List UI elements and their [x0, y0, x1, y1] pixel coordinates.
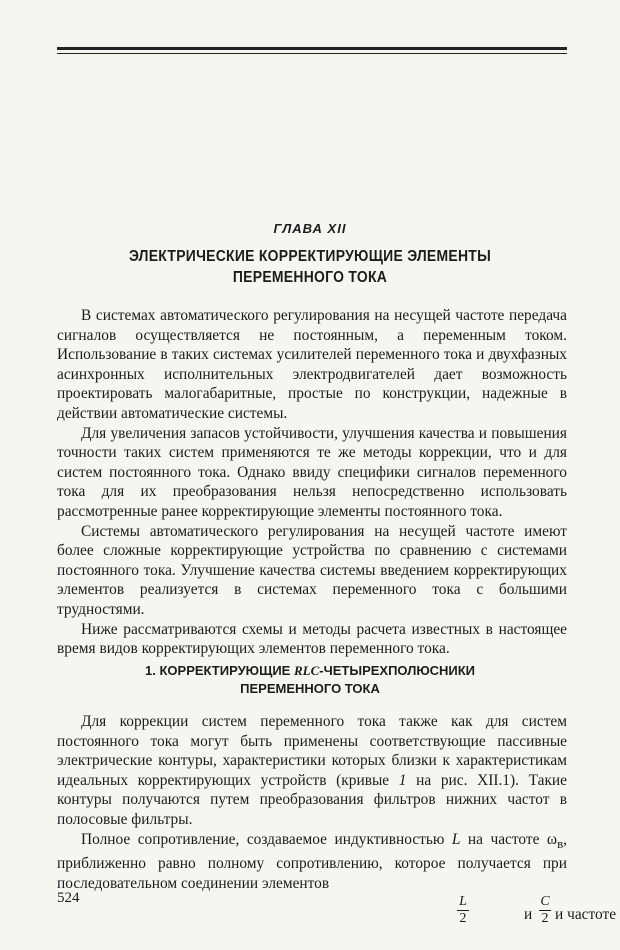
page-number: 524 — [57, 890, 80, 906]
fraction-c-over-2 — [539, 895, 551, 926]
chapter-title — [31, 246, 589, 288]
chapter-label: ГЛАВА XII — [273, 221, 347, 236]
curve-number: 1 — [398, 771, 407, 789]
fraction-l-over-2 — [457, 895, 469, 926]
section-heading-line-2: ПЕРЕМЕННОГО ТОКА — [240, 681, 380, 696]
line-tail: и частоте — [555, 906, 617, 924]
section-heading — [0, 662, 620, 698]
paragraph-1: В системах автоматического регулирования на несущей частоте передача сигналов осуществляется не постоянным, а переменным током. Использование в таких системах усилителей переменного тока и двухфазных асинхронных исполнительных электродвигателей дает возможность проектировать малогабаритные, простые по конструкции, надежные в действии автоматические системы. — [57, 307, 567, 422]
formula-line — [57, 894, 617, 927]
fraction-2-numerator: C — [540, 894, 550, 910]
section-paragraph-2-text: Полное сопротивление, создаваемое индуктивностью — [81, 830, 452, 848]
paragraph-3: Системы автоматического регулирования на несущей частоте имеют более сложные корректирующие устройства по сравнению с системами постоянного тока. Улучшение качества системы введением корректирующих элементов реализуется в системах переменного тока с большими трудностями. — [57, 522, 567, 618]
conjunction: и — [524, 906, 533, 924]
intro-text — [57, 306, 567, 659]
fraction-2-denominator: 2 — [541, 911, 549, 927]
section-paragraph-2-end: , приближенно равно полному сопротивлению, которое получается при последовательном соединении элементов — [57, 830, 567, 892]
section-text — [57, 712, 617, 927]
section-paragraph-1-text-end: на рис. XII.1). Такие контуры получаются путем преобразования фильтров нижних частот в полосовые фильтры. — [57, 771, 567, 828]
section-title-rlc: RLC — [293, 663, 320, 678]
section-title-post: -ЧЕТЫРЕХПОЛЮСНИКИ — [319, 663, 475, 678]
section-title-pre: КОРРЕКТИРУЮЩИЕ — [159, 663, 291, 678]
section-number: 1. — [145, 663, 156, 678]
section-paragraph-2-mid: на частоте ω — [460, 830, 558, 848]
top-double-rule-thick — [57, 47, 567, 50]
paragraph-2: Для увеличения запасов устойчивости, улучшения качества и повышения точности таких систем применяются те же методы коррекции, что и для систем постоянного тока. Однако ввиду специфики сигналов переменного тока для их преобразования нельзя непосредственно использовать рассмотренные ранее корректирующие элементы постоянного тока. — [57, 424, 567, 520]
section-paragraph-2 — [57, 830, 567, 894]
fraction-1-denominator: 2 — [459, 911, 467, 927]
section-paragraph-1 — [57, 712, 567, 830]
omega-subscript: в — [557, 836, 564, 851]
paragraph-4: Ниже рассматриваются схемы и методы расчета известных в настоящее время видов корректирующих элементов переменного тока. — [57, 620, 567, 658]
chapter-title-line-2: ПЕРЕМЕННОГО ТОКА — [232, 269, 388, 286]
section-paragraph-1-text: Для коррекции систем переменного тока также как для систем постоянного тока могут быть применены соответствующие пассивные электрические контуры, характеристики которых близки к характеристикам идеальных корректирующих устройств (кривые — [57, 713, 567, 789]
top-double-rule-thin — [57, 53, 567, 54]
inductance-symbol: L — [451, 830, 461, 848]
fraction-1-numerator: L — [457, 895, 469, 911]
chapter-title-line-1: ЭЛЕКТРИЧЕСКИЕ КОРРЕКТИРУЮЩИЕ ЭЛЕМЕНТЫ — [128, 248, 492, 265]
section-heading-line-1 — [0, 662, 620, 680]
